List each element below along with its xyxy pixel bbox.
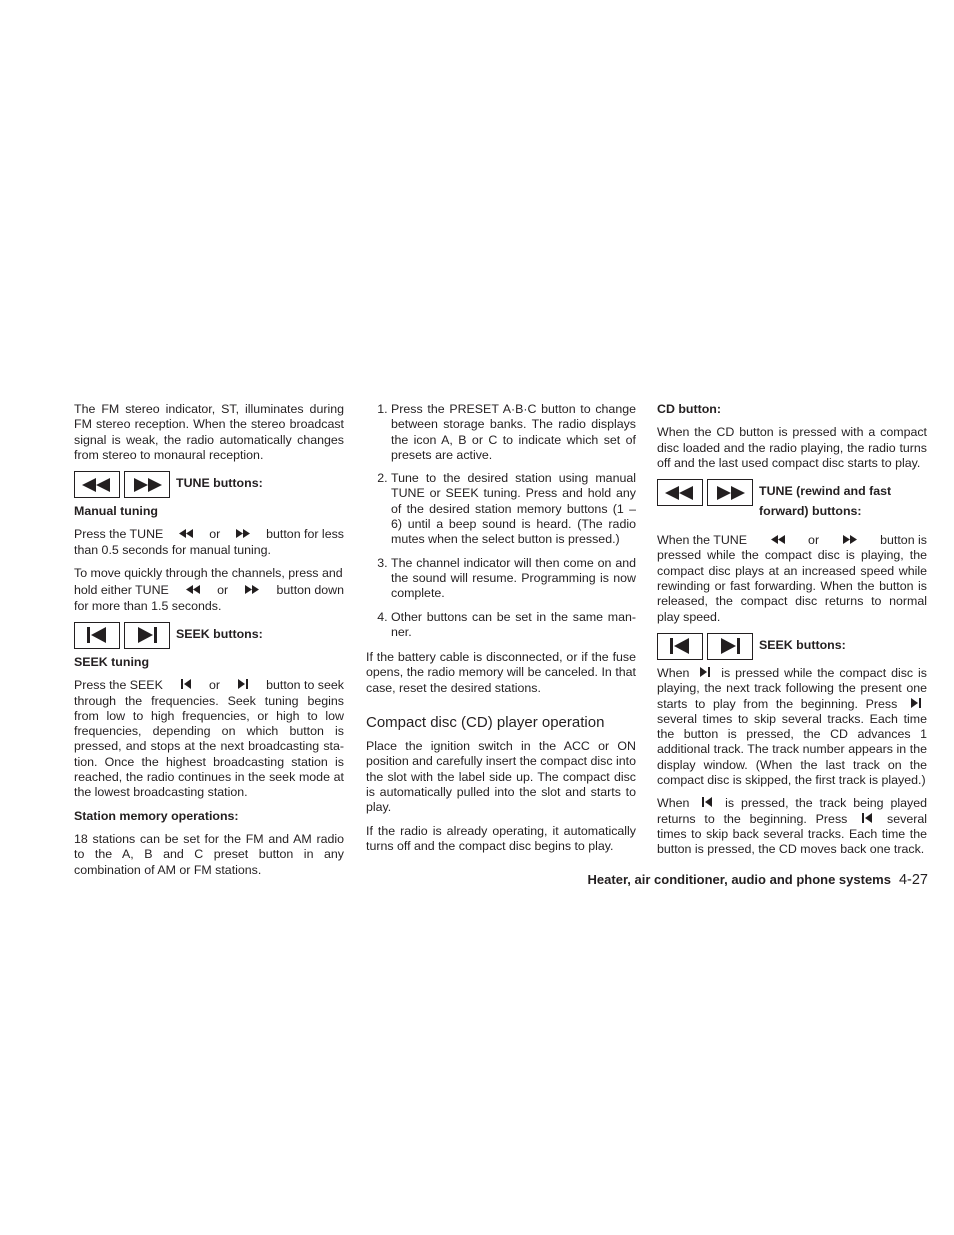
- column-2: [366, 402, 636, 862]
- column-1: [74, 402, 344, 886]
- cd-seek-paragraph-2: When is pressed, the track being played returns to the beginning. Press several times to skip back several tracks. Each time the button is pressed, the CD moves back one track.: [657, 796, 927, 857]
- radio-operating-paragraph: If the radio is already operating, it automatically turns off and the compact disc begins to play.: [366, 823, 636, 853]
- skip-forward-icon: [700, 666, 710, 681]
- seek-buttons-row: [74, 622, 344, 649]
- manual-tuning-heading: Manual tuning: [74, 504, 158, 519]
- tune-buttons-label: TUNE buttons:: [176, 476, 263, 491]
- cd-player-heading: Compact disc (CD) player operation: [366, 714, 605, 732]
- skip-back-icon: [702, 796, 712, 811]
- section-title: Heater, air conditioner, audio and phone systems: [587, 872, 891, 887]
- skip-back-icon: [862, 812, 872, 827]
- fast-forward-icon: [843, 533, 857, 548]
- list-item: 4. Other buttons can be set in the same manner.: [391, 610, 636, 641]
- fast-forward-icon: [236, 527, 250, 542]
- list-item: 2. Tune to the desired station using manual TUNE or SEEK tuning. Press and hold any of the desired station memory buttons (1 – 6) until a beep sound is heard. (The radio mutes when the select button is pressed.): [391, 471, 636, 547]
- station-memory-heading: Station memory operations:: [74, 808, 239, 823]
- cd-button-paragraph: When the CD button is pressed with a compact disc loaded and the radio playing, the radio turns off and the last used compact disc starts to play.: [657, 425, 927, 470]
- rewind-icon: [657, 479, 703, 506]
- cd-tune-paragraph: pressed while the compact disc is playing, the compact disc plays at an increased speed while rewinding or fast forwarding. When the button is released, the compact disc returns to normal play speed.: [657, 548, 927, 624]
- rewind-icon: [186, 583, 200, 598]
- cd-button-heading: CD button:: [657, 402, 721, 416]
- fast-forward-icon: [124, 471, 170, 498]
- rewind-icon: [771, 533, 785, 548]
- skip-forward-icon: [238, 678, 248, 693]
- column-3: [657, 402, 927, 866]
- manual-tuning-paragraph-2-cont: for more than 1.5 seconds.: [74, 598, 222, 613]
- preset-steps-list: [366, 402, 636, 640]
- fm-stereo-paragraph: The FM stereo indicator, ST, illuminates during FM stereo reception. When the stereo broadcast signal is weak, the radio automatically changes from stereo to monaural reception.: [74, 402, 344, 462]
- fast-forward-icon: [245, 583, 259, 598]
- skip-back-icon: [657, 633, 703, 660]
- station-memory-paragraph: 18 stations can be set for the FM and AM radio to the A, B and C preset button in any combination of AM or FM stations.: [74, 831, 344, 877]
- seek-tuning-heading: SEEK tuning: [74, 654, 150, 669]
- list-item: 1. Press the PRESET A·B·C button to change between storage banks. The radio displays the icon A, B or C to indicate which set of presets are active.: [391, 402, 636, 463]
- skip-forward-icon: [707, 633, 753, 660]
- seek-buttons-label: SEEK buttons:: [176, 626, 263, 641]
- manual-tuning-paragraph-1: Press the TUNE or button for less: [74, 527, 344, 542]
- page-number: 4-27: [898, 872, 928, 888]
- seek-tuning-paragraph-line: Press the SEEK or button to seek: [74, 678, 344, 693]
- skip-back-icon: [74, 622, 120, 649]
- cd-tune-paragraph-line: When the TUNE or button is: [657, 533, 927, 548]
- cd-tune-buttons-row: [657, 479, 927, 521]
- cd-seek-buttons-row: [657, 633, 927, 660]
- manual-tuning-paragraph-2-line: hold either TUNE or button down: [74, 583, 344, 598]
- tune-buttons-row: [74, 471, 344, 498]
- seek-tuning-paragraph: through the frequencies. Seek tuning begins from low to high frequencies, or high to low frequencies, depending on which button is pressed, and stops at the next broadcasting station. Once the highest broadcasting station is reached, the radio continues in the seek mode at the lowest broadcasting station.: [74, 693, 344, 800]
- page-footer: [548, 872, 928, 888]
- battery-paragraph: If the battery cable is disconnected, or if the fuse opens, the radio memory will be canceled. In that case, reset the desired stations.: [366, 650, 636, 695]
- skip-forward-icon: [911, 697, 921, 712]
- list-item: 3. The channel indicator will then come on and the sound will resume. Programming is now complete.: [391, 556, 636, 602]
- place-ignition-paragraph: Place the ignition switch in the ACC or ON position and carefully insert the compact disc into the slot with the label side up. The compact disc is automatically pulled into the slot and starts to play.: [366, 739, 636, 815]
- cd-seek-paragraph-1: When is pressed while the compact disc is playing, the next track following the present one starts to play from the beginning. Press several times to skip several tracks. Each time the button is pressed, the CD advances 1 additional track. The track number appears in the display window. (When the last track on the compact disc is skipped, the first track is played.): [657, 665, 927, 788]
- rewind-icon: [74, 471, 120, 498]
- rewind-icon: [179, 527, 193, 542]
- cd-seek-buttons-label: SEEK buttons:: [759, 637, 846, 652]
- skip-forward-icon: [124, 622, 170, 649]
- cd-tune-buttons-label: TUNE (rewind and fast forward) buttons:: [759, 484, 892, 519]
- skip-back-icon: [181, 678, 191, 693]
- manual-tuning-paragraph-1-cont: than 0.5 seconds for manual tuning.: [74, 542, 272, 557]
- fast-forward-icon: [707, 479, 753, 506]
- manual-tuning-paragraph-2: To move quickly through the channels, press and: [74, 566, 343, 581]
